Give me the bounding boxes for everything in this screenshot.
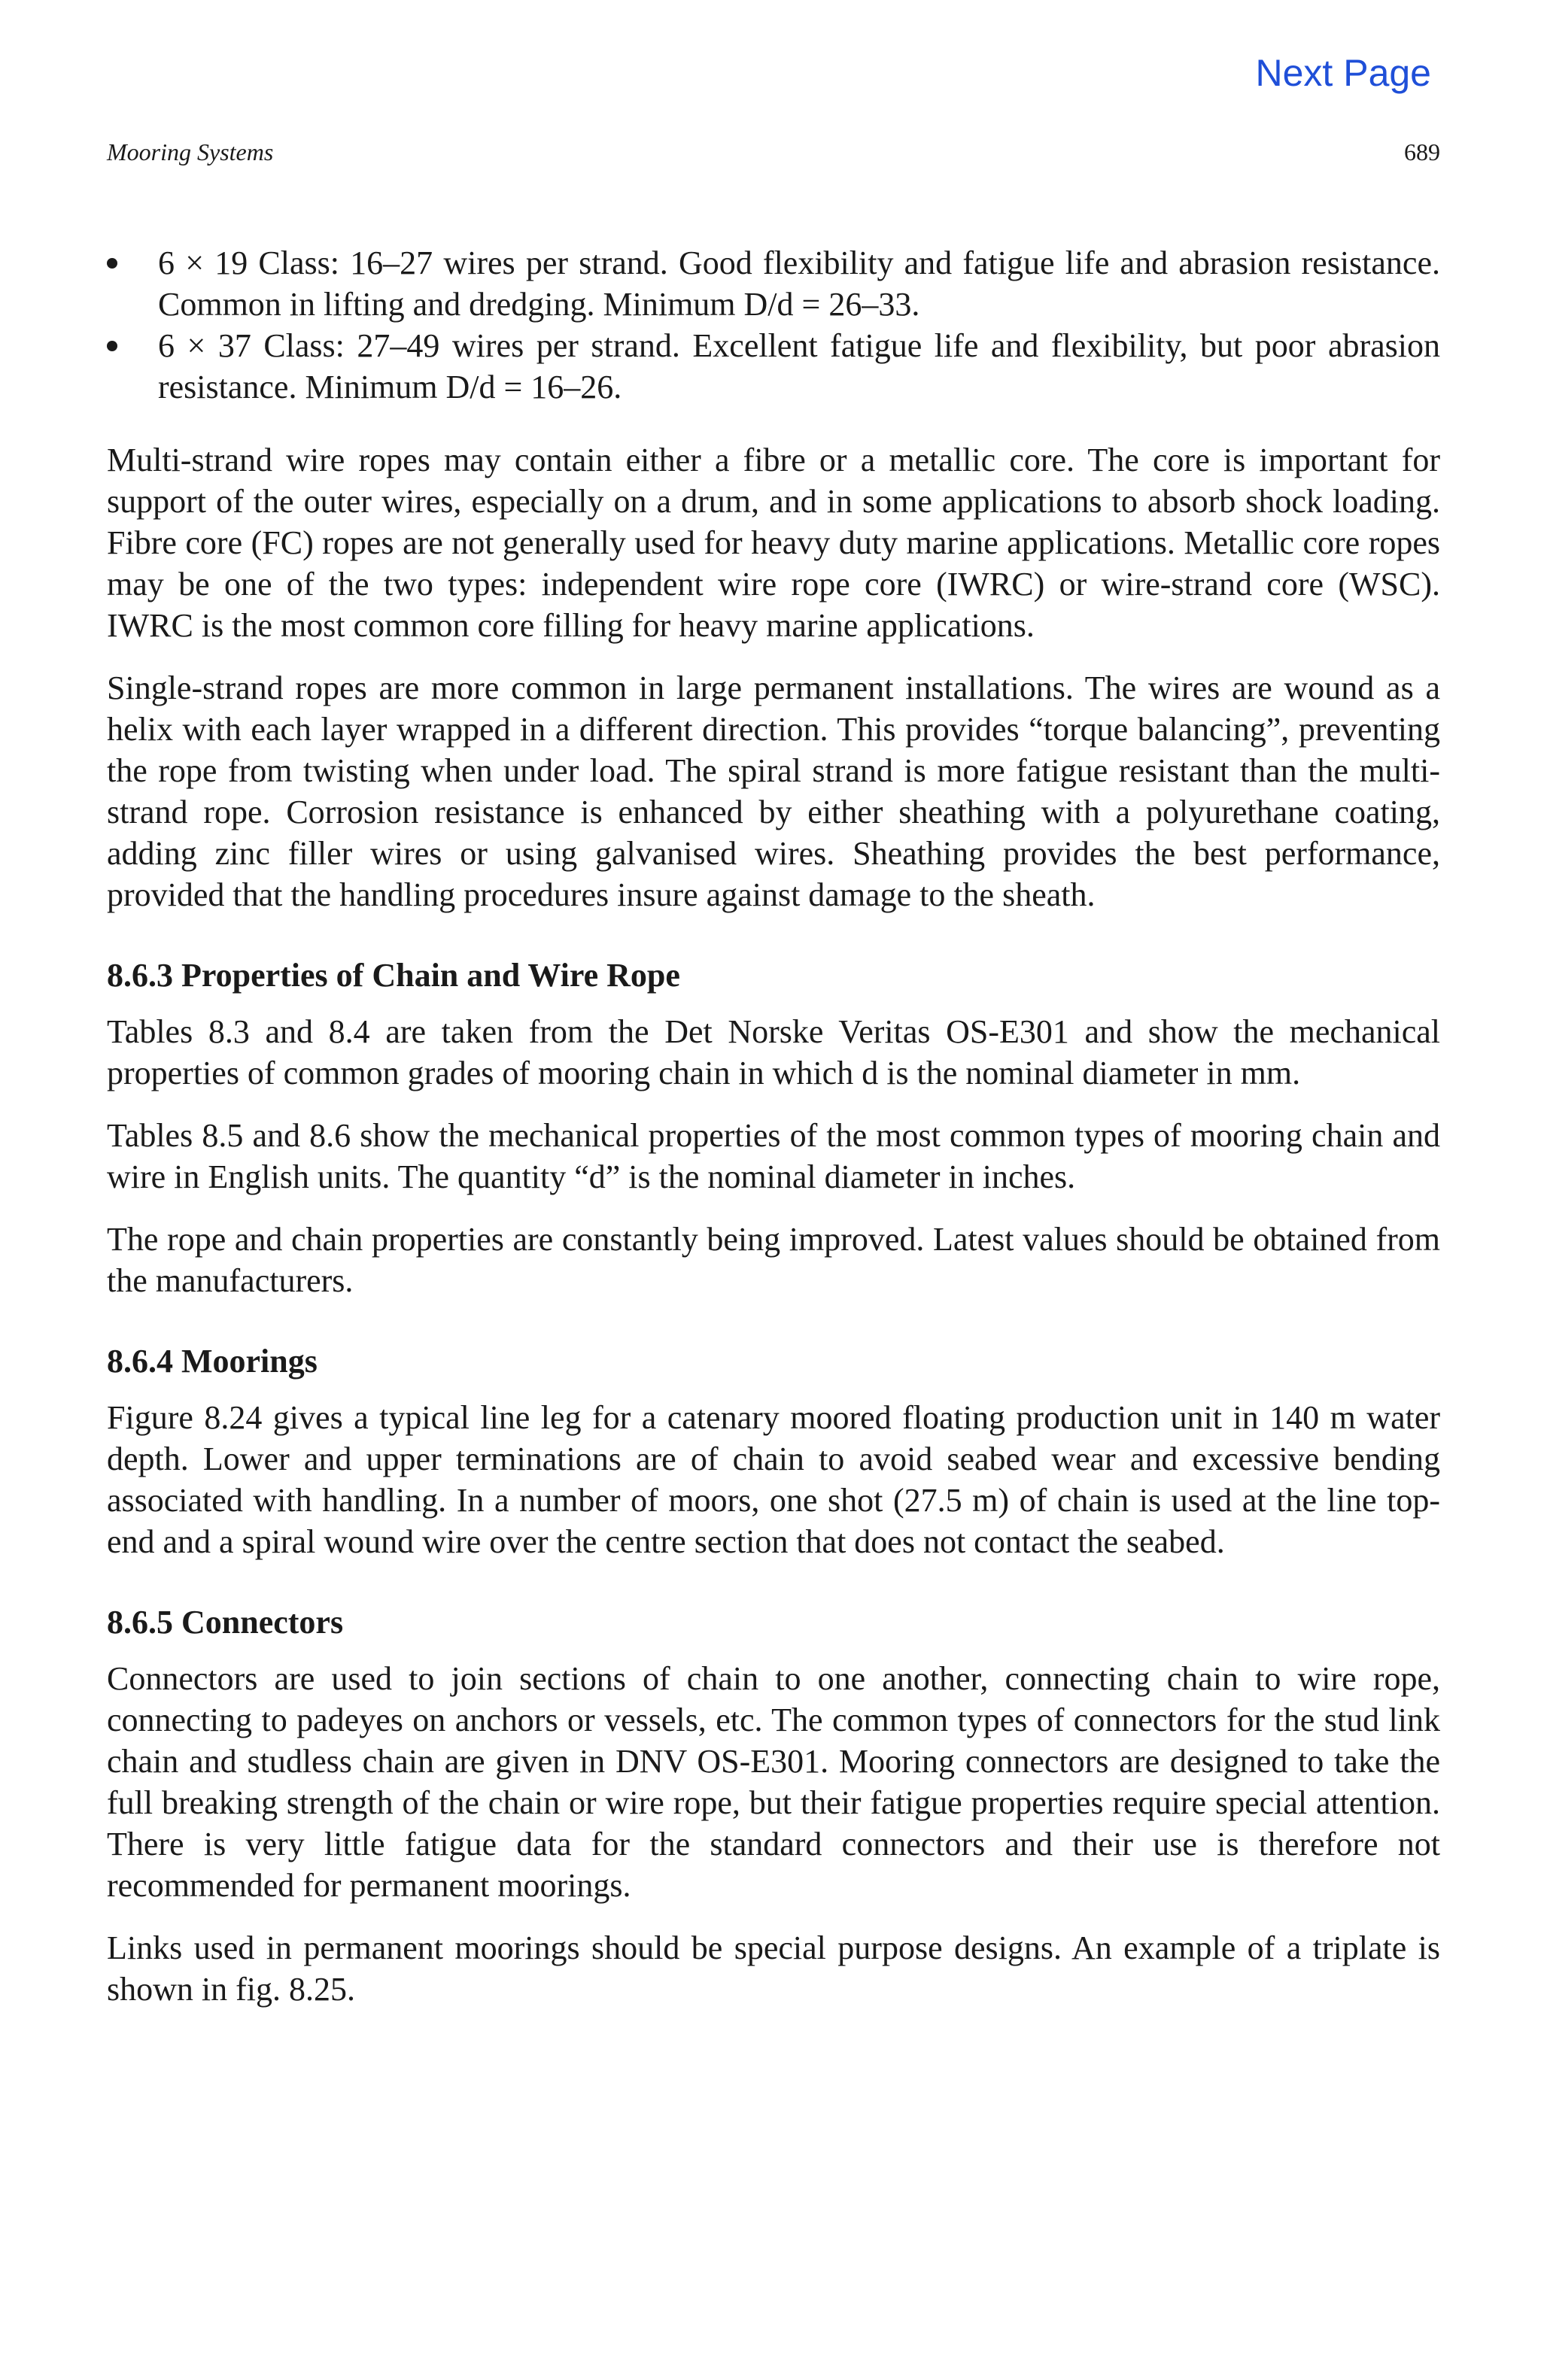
wire-class-list [107, 242, 1440, 408]
list-item [107, 242, 1440, 325]
paragraph: Tables 8.5 and 8.6 show the mechanical properties of the most common types of mooring chain and wire in English units. The quantity “d” is the nominal diameter in inches. [107, 1117, 1440, 1195]
paragraph-single-strand: Single-strand ropes are more common in large permanent installations. The wires are wound as a helix with each layer wrapped in a different direction. This provides “torque balancing”, preventing the rope from twisting when under load. The spiral strand is more fatigue resistant than the multi-strand rope. Corrosion resistance is enhanced by either sheathing with a polyurethane coating, adding zinc filler wires or using galvanised wires. Sheathing provides the best performance, provided that the handling procedures insure against damage to the sheath. [107, 669, 1440, 913]
bullet-icon [107, 341, 117, 351]
paragraph: Links used in permanent moorings should be special purpose designs. An example of a triplate is shown in fig. 8.25. [107, 1929, 1440, 2008]
page-number: 689 [1404, 138, 1440, 165]
section-heading: 8.6.5 Connectors [107, 1604, 344, 1641]
list-item [107, 325, 1440, 408]
section-heading: 8.6.4 Moorings [107, 1343, 318, 1380]
paragraph: Tables 8.3 and 8.4 are taken from the Det Norske Veritas OS-E301 and show the mechanical properties of common grades of mooring chain in which d is the nominal diameter in mm. [107, 1013, 1440, 1091]
list-item-text: 6 × 37 Class: 27–49 wires per strand. Excellent fatigue life and flexibility, but poor abrasion resistance. Minimum D/d = 16–26. [158, 327, 1440, 405]
running-header [107, 138, 1440, 166]
paragraph: Connectors are used to join sections of chain to one another, connecting chain to wire rope, connecting to padeyes on anchors or vessels, etc. The common types of connectors for the stud link chain and studless chain are given in DNV OS-E301. Mooring connectors are designed to take the full breaking strength of the chain or wire rope, but their fatigue properties require special attention. There is very little fatigue data for the standard connectors and their use is therefore not recommended for permanent moorings. [107, 1660, 1440, 1904]
paragraph: Figure 8.24 gives a typical line leg for a catenary moored floating production unit in 140 m water depth. Lower and upper terminations are of chain to avoid seabed wear and excessive bending associated with handling. In a number of moors, one shot (27.5 m) of chain is used at the line top-end and a spiral wound wire over the centre section that does not contact the seabed. [107, 1399, 1440, 1560]
bullet-icon [107, 258, 117, 269]
page-body [107, 242, 1440, 2031]
paragraph-core: Multi-strand wire ropes may contain either a fibre or a metallic core. The core is important for support of the outer wires, especially on a drum, and in some applications to absorb shock loading. Fibre core (FC) ropes are not generally used for heavy duty marine applications. Metallic core ropes may be one of the two types: independent wire rope core (IWRC) or wire-strand core (WSC). IWRC is the most common core filling for heavy marine applications. [107, 442, 1440, 644]
running-title: Mooring Systems [107, 138, 274, 165]
paragraph: The rope and chain properties are constantly being improved. Latest values should be obtained from the manufacturers. [107, 1221, 1440, 1299]
list-item-text: 6 × 19 Class: 16–27 wires per strand. Good flexibility and fatigue life and abrasion resistance. Common in lifting and dredging. Minimum D/d = 26–33. [158, 244, 1440, 323]
section-heading: 8.6.3 Properties of Chain and Wire Rope [107, 957, 680, 994]
next-page-link[interactable]: Next Page [1255, 52, 1431, 94]
